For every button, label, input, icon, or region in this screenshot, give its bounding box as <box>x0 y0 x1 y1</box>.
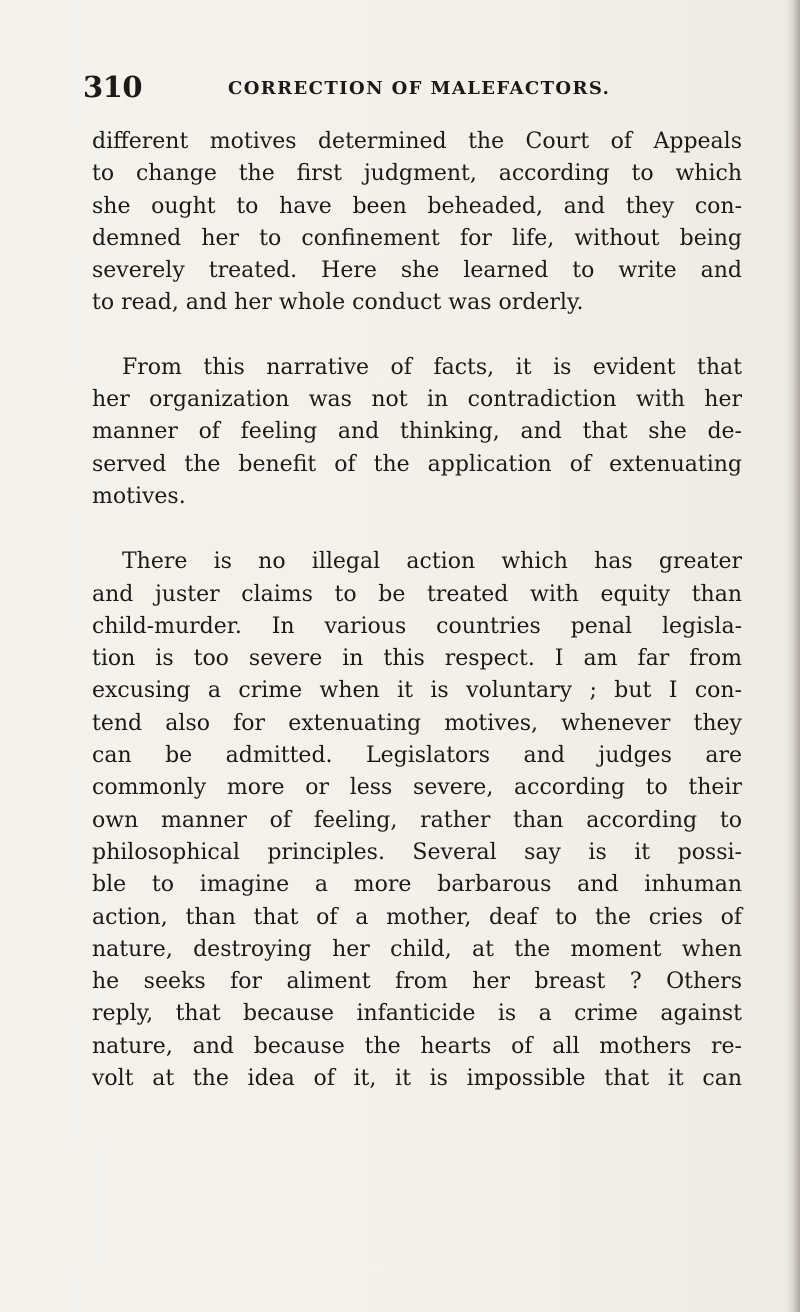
text-line: commonly more or less severe, according to their <box>92 775 742 801</box>
page-number: 310 <box>83 70 143 104</box>
text-line: demned her to confinement for life, without being <box>92 225 742 251</box>
paragraph-2 <box>92 352 742 513</box>
text-line: motives. <box>92 483 186 509</box>
text-line: manner of feeling and thinking, and that she de- <box>92 419 742 445</box>
text-line: There is no illegal action which has greater <box>122 549 742 575</box>
page-edge-shadow <box>786 0 800 1312</box>
text-line: nature, destroying her child, at the moment when <box>92 936 742 962</box>
text-line: own manner of feeling, rather than according to <box>92 807 742 833</box>
text-line: tend also for extenuating motives, whenever they <box>92 710 742 736</box>
text-line: served the benefit of the application of extenuating <box>92 451 742 477</box>
running-head <box>83 70 753 106</box>
paragraph-3 <box>92 546 742 1095</box>
paragraph-1 <box>92 126 742 320</box>
text-line: different motives determined the Court of Appeals <box>92 129 742 154</box>
text-line: philosophical principles. Several say is it possi- <box>92 839 742 865</box>
text-line: child-murder. In various countries penal legisla- <box>92 613 742 639</box>
running-title: CORRECTION OF MALEFACTORS. <box>228 78 611 99</box>
text-line: reply, that because infanticide is a crime against <box>92 1001 742 1027</box>
body-text <box>92 126 742 1095</box>
text-line: to read, and her whole conduct was orderly. <box>92 290 584 316</box>
text-line: From this narrative of facts, it is evident that <box>122 354 742 380</box>
text-line: he seeks for aliment from her breast ? Others <box>92 969 742 995</box>
text-line: ble to imagine a more barbarous and inhuman <box>92 872 742 898</box>
text-line: and juster claims to be treated with equity than <box>92 581 742 607</box>
text-line: volt at the idea of it, it is impossible that it can <box>92 1066 742 1092</box>
text-line: can be admitted. Legislators and judges are <box>92 743 742 769</box>
text-line: her organization was not in contradiction with her <box>92 387 742 413</box>
text-line: severely treated. Here she learned to write and <box>92 258 742 284</box>
text-line: tion is too severe in this respect. I am far from <box>92 646 742 672</box>
text-line: she ought to have been beheaded, and they con- <box>92 193 742 219</box>
text-line: action, than that of a mother, deaf to the cries of <box>92 904 742 930</box>
text-line: excusing a crime when it is voluntary ; but I con- <box>92 678 742 704</box>
text-line: to change the first judgment, according to which <box>92 161 742 187</box>
text-line: nature, and because the hearts of all mothers re- <box>92 1033 742 1059</box>
